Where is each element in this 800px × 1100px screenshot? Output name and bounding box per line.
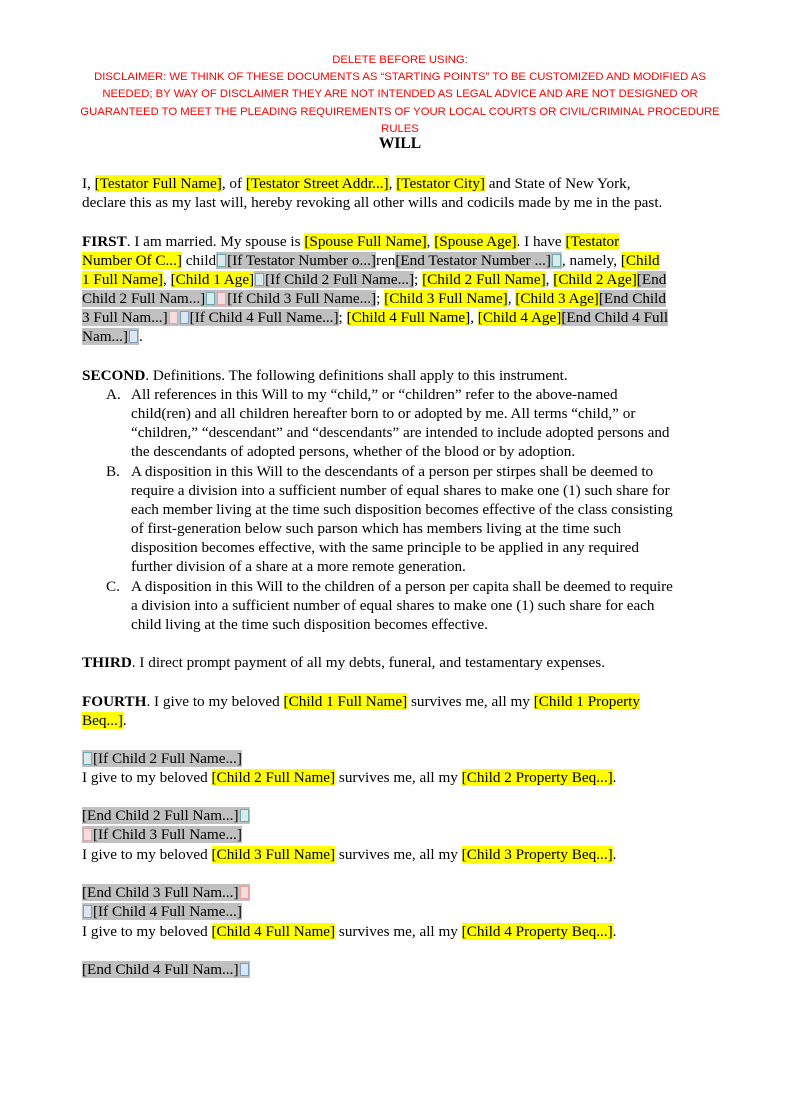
fourth-child3-line <box>82 845 616 864</box>
text: Child 2 Full Nam...] <box>82 290 206 307</box>
disclaimer-line: DELETE BEFORE USING: <box>332 54 468 66</box>
text: [If Child 4 Full Name...] <box>93 903 242 920</box>
fourth-end-child4 <box>82 960 250 979</box>
text: and State of New York, <box>485 175 631 192</box>
field-child3-name[interactable]: [Child 3 Full Name] <box>211 846 336 863</box>
text: [If Child 2 Full Name...] <box>265 271 415 288</box>
intro-line-2: declare this as my last will, hereby revoking all other wills and codicils made by me in the past. <box>82 194 663 211</box>
disclaimer-line: GUARANTEED TO MEET THE PLEADING REQUIREMENTS OF YOUR LOCAL COURTS OR CIVIL/CRIMINAL PROCEDURE <box>80 105 720 118</box>
conditional-if-child2[interactable] <box>82 750 242 767</box>
second-a-line: the descendants of adopted persons, whether of the blood or by adoption. <box>131 443 576 460</box>
field-marker-icon <box>552 254 561 267</box>
text: [End Child 2 Full Nam...] <box>82 807 239 824</box>
disclaimer-line: NEEDED; BY WAY OF DISCLAIMER THEY ARE NOT INTENDED AS LEGAL ADVICE AND ARE NOT DESIGNED OR <box>102 88 698 101</box>
second-c-line: A disposition in this Will to the children of a person per capita shall be deemed to require <box>131 578 673 595</box>
text: , namely, <box>561 252 621 269</box>
fourth-end-child3 <box>82 883 250 902</box>
text: . <box>612 923 617 940</box>
conditional-end-child4[interactable]: [End Child 4 Full <box>561 309 669 326</box>
text: I give to my beloved <box>82 923 212 940</box>
field-child4-name[interactable]: [Child 4 Full Name] <box>346 309 471 326</box>
disclaimer-line: RULES <box>381 122 419 135</box>
fourth-if-child3 <box>82 825 242 844</box>
fourth-if-child2 <box>82 749 242 768</box>
conditional-end-child4[interactable] <box>82 328 139 345</box>
conditional-end-child3[interactable] <box>82 309 190 326</box>
field-marker-icon <box>129 330 138 343</box>
text: Nam...] <box>82 328 128 345</box>
second-a-line: All references in this Will to my “child,” or “children” refer to the above-named <box>131 386 618 403</box>
text: [End Child 3 Full Nam...] <box>82 884 239 901</box>
conditional-end-child3[interactable]: [End Child <box>598 290 666 307</box>
first-line-4 <box>82 289 666 308</box>
list-marker: A. <box>106 386 121 403</box>
field-spouse-age[interactable]: [Spouse Age] <box>434 233 517 250</box>
text: child <box>181 252 217 269</box>
text: . <box>612 846 617 863</box>
text: 3 Full Nam...] <box>82 309 168 326</box>
text: I, <box>82 175 95 192</box>
field-child1-bequest[interactable]: Beq...] <box>82 712 123 729</box>
field-child1-age[interactable]: [Child 1 Age] <box>170 271 255 288</box>
list-marker: C. <box>106 578 120 595</box>
field-testator-city[interactable]: [Testator City] <box>396 175 485 192</box>
disclaimer-line: DISCLAIMER: WE THINK OF THESE DOCUMENTS AS “STARTING POINTS” TO BE CUSTOMIZED AND MODIFIED AS <box>94 71 706 84</box>
field-spouse-name[interactable]: [Spouse Full Name] <box>304 233 427 250</box>
first-line-3 <box>82 270 666 289</box>
conditional-end-child3[interactable] <box>82 884 250 901</box>
text: [If Child 2 Full Name...] <box>93 750 242 767</box>
field-child1-name[interactable]: 1 Full Name] <box>82 271 163 288</box>
conditional-if-child4[interactable]: [If Child 4 Full Name...] <box>189 309 339 326</box>
conditional-end-child2[interactable]: [End <box>636 271 667 288</box>
second-b-line: further division of a share at a more remote generation. <box>131 558 466 575</box>
field-testator-number[interactable]: [Testator <box>565 233 620 250</box>
first-line-5 <box>82 308 668 327</box>
first-line-6 <box>82 327 143 346</box>
field-marker-icon <box>180 311 189 324</box>
field-child2-age[interactable]: [Child 2 Age] <box>553 271 637 288</box>
field-marker-icon <box>240 963 249 976</box>
text: [End Child 4 Full Nam...] <box>82 961 239 978</box>
second-a-line: child(ren) and all children hereafter born to or adopted by me. All terms “child,” or <box>131 405 636 422</box>
text: survives me, all my <box>407 693 534 710</box>
conditional-end-child2[interactable] <box>82 807 250 824</box>
field-child4-age[interactable]: [Child 4 Age] <box>477 309 562 326</box>
field-child3-bequest[interactable]: [Child 3 Property Beq...] <box>461 846 613 863</box>
second-c-line: a division into a sufficient number of equal shares to make one (1) such share for each <box>131 597 655 614</box>
conditional-if-testator-number[interactable] <box>216 252 376 269</box>
fourth-line-1 <box>82 692 640 711</box>
second-a-line: “children,” “descendant” and “descendants” are intended to include adopted persons and <box>131 424 670 441</box>
fourth-child2-line <box>82 768 616 787</box>
field-marker-icon <box>83 905 92 918</box>
text: survives me, all my <box>335 769 462 786</box>
conditional-end-child2[interactable] <box>82 290 227 307</box>
fourth-if-child4 <box>82 902 242 921</box>
text: [End Testator Number ...] <box>395 252 551 269</box>
second-c-line: child living at the time such disposition becomes effective. <box>131 616 488 633</box>
intro-line-1 <box>82 174 631 193</box>
first-line-1 <box>82 232 619 251</box>
field-marker-icon <box>83 752 92 765</box>
field-testator-street[interactable]: [Testator Street Addr...] <box>245 175 389 192</box>
conditional-if-child3[interactable]: [If Child 3 Full Name...] <box>227 290 377 307</box>
field-marker-icon <box>240 809 249 822</box>
text: . I give to my beloved <box>146 693 284 710</box>
conditional-end-testator-number[interactable] <box>395 252 562 269</box>
field-marker-icon <box>83 828 92 841</box>
fourth-child4-line <box>82 922 616 941</box>
fourth-heading: FOURTH <box>82 693 147 710</box>
text: ren <box>375 252 396 269</box>
text: . I am married. My spouse is <box>126 233 305 250</box>
field-child1-name[interactable]: [Child <box>620 252 660 269</box>
conditional-if-child3[interactable] <box>82 826 242 843</box>
field-marker-icon <box>169 311 178 324</box>
text: ; <box>376 290 385 307</box>
text: . I have <box>516 233 566 250</box>
second-b-line: disposition becomes effective, with the same principle to be applied in any required <box>131 539 639 556</box>
text: survives me, all my <box>335 846 462 863</box>
field-testator-number[interactable]: Number Of C...] <box>82 252 182 269</box>
conditional-end-child4[interactable] <box>82 961 250 978</box>
text: . I direct prompt payment of all my debts, funeral, and testamentary expenses. <box>131 654 605 671</box>
text: , <box>545 271 554 288</box>
text: I give to my beloved <box>82 769 212 786</box>
second-intro <box>82 366 568 385</box>
text: [If Testator Number o...] <box>227 252 376 269</box>
fourth-end-child2 <box>82 806 250 825</box>
field-child2-bequest[interactable]: [Child 2 Property Beq...] <box>461 769 613 786</box>
field-marker-icon <box>206 292 215 305</box>
text: , <box>426 233 435 250</box>
text: [If Child 3 Full Name...] <box>93 826 242 843</box>
fourth-line-2 <box>82 711 127 730</box>
field-child4-bequest[interactable]: [Child 4 Property Beq...] <box>461 923 613 940</box>
text: , <box>507 290 516 307</box>
second-heading: SECOND <box>82 367 146 384</box>
field-child1-bequest[interactable]: [Child 1 Property <box>533 693 640 710</box>
text: ; <box>338 309 347 326</box>
field-child4-name[interactable]: [Child 4 Full Name] <box>211 923 336 940</box>
field-marker-icon <box>255 273 264 286</box>
text: . <box>122 712 127 729</box>
first-line-2 <box>82 251 660 270</box>
text: survives me, all my <box>335 923 462 940</box>
text: , <box>388 175 397 192</box>
text: ; <box>414 271 423 288</box>
second-b-line: require a division into a sufficient number of equal shares to make one (1) such share for <box>131 482 670 499</box>
conditional-if-child2[interactable] <box>254 271 414 288</box>
text: . <box>612 769 617 786</box>
first-heading: FIRST <box>82 233 127 250</box>
disclaimer <box>40 52 760 138</box>
list-marker: B. <box>106 463 120 480</box>
text: . Definitions. The following definitions shall apply to this instrument. <box>145 367 568 384</box>
conditional-if-child4[interactable] <box>82 903 242 920</box>
field-marker-icon <box>217 254 226 267</box>
field-marker-icon <box>217 292 226 305</box>
field-child1-name[interactable]: [Child 1 Full Name] <box>283 693 408 710</box>
second-b-line: each member living at the time such disposition becomes effective of the class consisting <box>131 501 673 518</box>
field-marker-icon <box>240 886 249 899</box>
text: I give to my beloved <box>82 846 212 863</box>
field-child3-age[interactable]: [Child 3 Age] <box>515 290 599 307</box>
document-title: WILL <box>378 135 422 152</box>
text: , of <box>221 175 246 192</box>
third-line <box>82 653 605 672</box>
second-b-line: A disposition in this Will to the descendants of a person per stirpes shall be deemed to <box>131 463 654 480</box>
text: . <box>138 328 143 345</box>
field-child3-name[interactable]: [Child 3 Full Name] <box>384 290 508 307</box>
second-b-line: of first-generation below such parson which has members living at the time such <box>131 520 622 537</box>
third-heading: THIRD <box>82 654 132 671</box>
text: , <box>470 309 478 326</box>
field-child2-name[interactable]: [Child 2 Full Name] <box>211 769 336 786</box>
field-child2-name[interactable]: [Child 2 Full Name] <box>422 271 546 288</box>
text: , <box>163 271 171 288</box>
field-testator-full-name[interactable]: [Testator Full Name] <box>94 175 222 192</box>
